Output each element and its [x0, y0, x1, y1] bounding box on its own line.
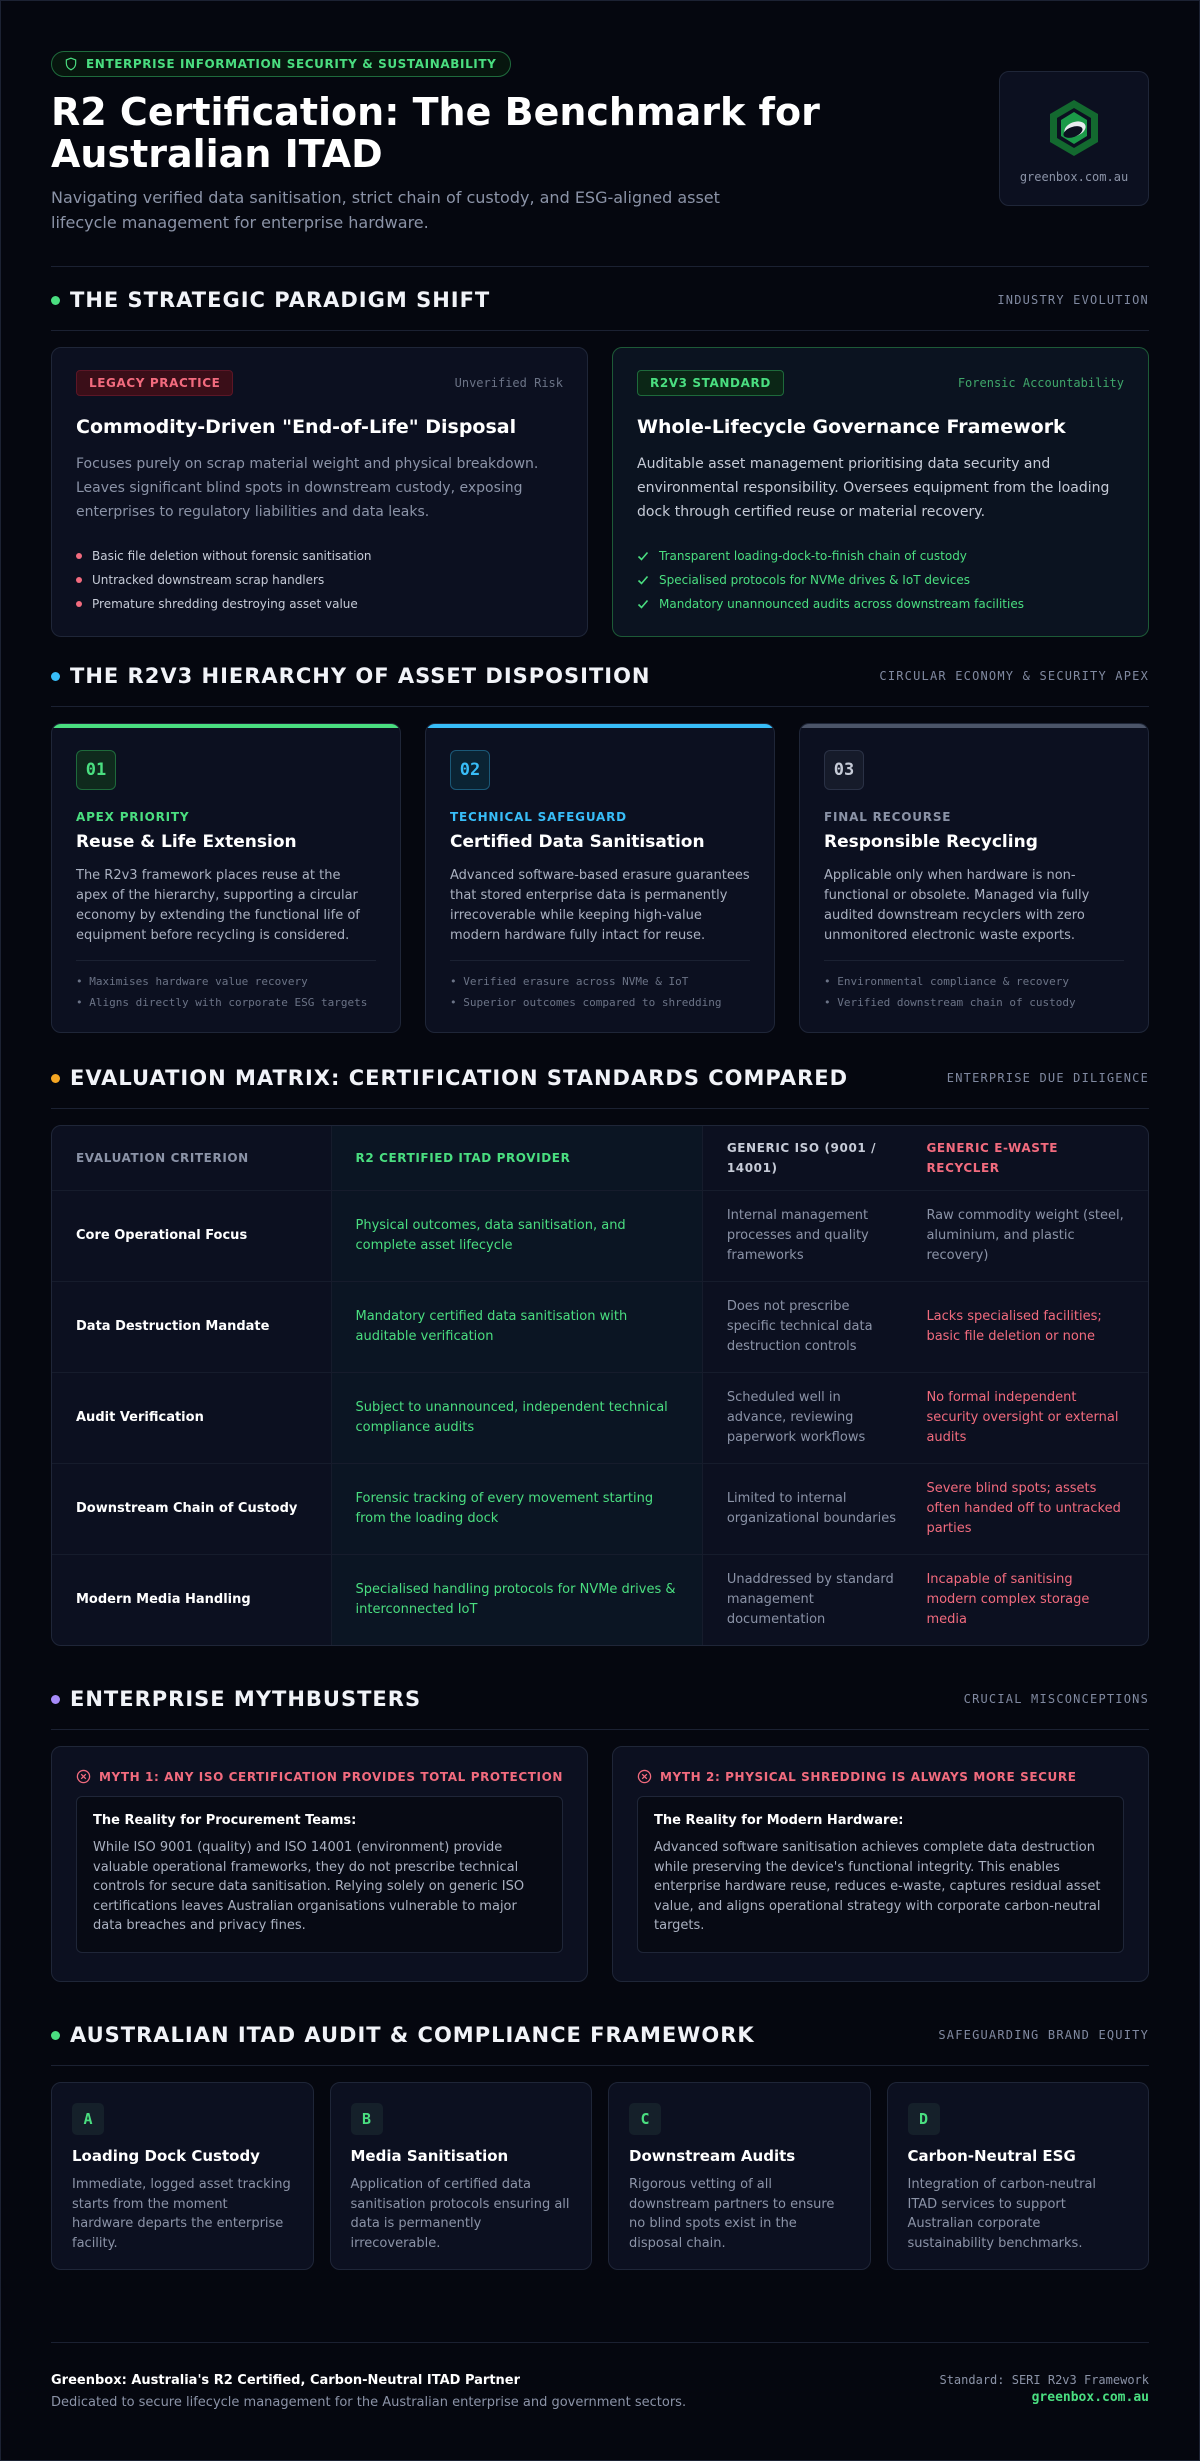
- audit-body: Immediate, logged asset tracking starts from the moment hardware departs the enterprise facility.: [72, 2177, 291, 2251]
- section-title-text: EVALUATION MATRIX: CERTIFICATION STANDARDS COMPARED: [70, 1066, 849, 1090]
- table-cell: Forensic tracking of every movement starting from the loading dock: [332, 1464, 703, 1554]
- table-cell: Limited to internal organizational boundaries: [726, 1491, 896, 1526]
- table-row: [52, 1372, 1148, 1463]
- r2-body: Auditable asset management prioritising data security and environmental responsibility. Oversees equipment from the loading dock through certified reuse or material recovery.: [637, 456, 1110, 520]
- section-tag: INDUSTRY EVOLUTION: [997, 293, 1149, 307]
- table-cell: Severe blind spots; assets often handed off to untracked parties: [926, 1481, 1121, 1536]
- audit-letter: A: [72, 2103, 104, 2135]
- hierarchy-card-sanitisation: [425, 723, 775, 1033]
- r2-note: Forensic Accountability: [957, 376, 1124, 390]
- column-header: EVALUATION CRITERION: [52, 1126, 332, 1190]
- column-header: GENERIC ISO (9001 / 14001): [726, 1141, 877, 1175]
- page-title: R2 Certification: The Benchmark for Australian ITAD: [51, 90, 820, 176]
- r2-heading: Whole-Lifecycle Governance Framework: [637, 416, 1066, 438]
- card-body: Applicable only when hardware is non-functional or obsolete. Managed via fully audited downstream recyclers with zero unmonitored electronic waste exports.: [824, 868, 1090, 943]
- list-item-text: Mandatory unannounced audits across downstream facilities: [659, 597, 1024, 611]
- hierarchy-card-reuse: [51, 723, 401, 1033]
- audit-body: Rigorous vetting of all downstream partners to ensure no blind spots exist in the disposal chain.: [629, 2177, 835, 2251]
- comparison-table: [51, 1125, 1149, 1646]
- footer: [51, 2342, 1149, 2410]
- audit-heading: Carbon-Neutral ESG: [907, 2147, 1076, 2165]
- card-heading: Certified Data Sanitisation: [450, 832, 705, 852]
- list-item: [76, 592, 563, 616]
- x-circle-icon: [637, 1769, 652, 1784]
- section-tag: SAFEGUARDING BRAND EQUITY: [938, 2028, 1149, 2042]
- header: [51, 1, 1149, 267]
- table-cell: Internal management processes and quality frameworks: [726, 1208, 869, 1263]
- reality-box: [637, 1796, 1124, 1953]
- audit-section: [51, 2002, 1149, 2270]
- section-title-text: THE R2V3 HIERARCHY OF ASSET DISPOSITION: [70, 664, 651, 688]
- table-cell: Incapable of sanitising modern complex storage media: [926, 1572, 1090, 1627]
- header-badge-text: ENTERPRISE INFORMATION SECURITY & SUSTAINABILITY: [86, 57, 497, 71]
- reality-body: Advanced software sanitisation achieves complete data destruction while preserving the device's functional integrity. This enables enterprise hardware reuse, reduces e-waste, captures residual asset value, and aligns operational strategy with corporate carbon-neutral targets.: [654, 1840, 1101, 1933]
- table-cell: Downstream Chain of Custody: [52, 1464, 332, 1554]
- status-dot: [51, 2031, 60, 2040]
- footer-description: Dedicated to secure lifecycle management for the Australian enterprise and government sectors.: [51, 2395, 687, 2410]
- page-subtitle: Navigating verified data sanitisation, strict chain of custody, and ESG-aligned asset lifecycle management for enterprise hardware.: [51, 188, 720, 232]
- step-number: 02: [450, 750, 490, 790]
- table-cell: Unaddressed by standard management documentation: [726, 1572, 894, 1627]
- audit-letter: B: [351, 2103, 383, 2135]
- audit-card: [608, 2082, 871, 2270]
- list-item: [637, 568, 1124, 592]
- list-item-text: Transparent loading-dock-to-finish chain of custody: [659, 549, 967, 563]
- myth-title: MYTH 2: PHYSICAL SHREDDING IS ALWAYS MORE SECURE: [660, 1769, 1077, 1784]
- list-item: [76, 568, 563, 592]
- section-title-text: THE STRATEGIC PARADIGM SHIFT: [70, 288, 491, 312]
- table-cell: Does not prescribe specific technical data destruction controls: [726, 1299, 873, 1354]
- table-cell: No formal independent security oversight or external audits: [926, 1390, 1119, 1445]
- step-number: 03: [824, 750, 864, 790]
- list-item: • Verified downstream chain of custody: [824, 996, 1076, 1009]
- logo-card[interactable]: [999, 71, 1149, 206]
- column-header: GENERIC E-WASTE RECYCLER: [926, 1141, 1059, 1175]
- list-item-text: Premature shredding destroying asset value: [92, 597, 358, 611]
- audit-body: Application of certified data sanitisation protocols ensuring all data is permanently irrecoverable.: [350, 2177, 570, 2251]
- myth-title: MYTH 1: ANY ISO CERTIFICATION PROVIDES TOTAL PROTECTION: [99, 1769, 564, 1784]
- legacy-pill: LEGACY PRACTICE: [76, 370, 233, 396]
- myth-card: [51, 1746, 588, 1982]
- status-dot: [51, 1074, 60, 1083]
- section-header: [51, 267, 1149, 347]
- section-title: [51, 1687, 421, 1711]
- check-icon: [637, 550, 649, 562]
- status-dot: [51, 672, 60, 681]
- reality-body: While ISO 9001 (quality) and ISO 14001 (environment) provide valuable operational frameworks, they do not prescribe technical controls for secure data sanitisation. Relying solely on generic ISO certifications leaves Australian organisations vulnerable to major data breaches and privacy fines.: [93, 1840, 525, 1933]
- section-title: [51, 1066, 848, 1090]
- bullet-icon: [76, 553, 82, 559]
- audit-heading: Downstream Audits: [629, 2147, 796, 2165]
- table-cell: Data Destruction Mandate: [52, 1282, 332, 1372]
- reality-heading: The Reality for Modern Hardware:: [654, 1813, 904, 1828]
- shield-icon: [64, 57, 78, 71]
- section-tag: CRUCIAL MISCONCEPTIONS: [963, 1692, 1149, 1706]
- list-item: [637, 592, 1124, 616]
- list-item: • Environmental compliance & recovery: [824, 975, 1070, 988]
- reality-heading: The Reality for Procurement Teams:: [93, 1813, 357, 1828]
- section-title-text: AUSTRALIAN ITAD AUDIT & COMPLIANCE FRAMEWORK: [70, 2023, 755, 2047]
- myth-card: [612, 1746, 1149, 1982]
- check-icon: [637, 574, 649, 586]
- hexagon-logo-icon: [1042, 96, 1106, 160]
- section-header: [51, 1666, 1149, 1746]
- hierarchy-card-recycling: [799, 723, 1149, 1033]
- bullet-icon: [76, 601, 82, 607]
- section-tag: CIRCULAR ECONOMY & SECURITY APEX: [879, 669, 1149, 683]
- check-icon: [637, 598, 649, 610]
- table-cell: Modern Media Handling: [52, 1555, 332, 1645]
- legacy-heading: Commodity-Driven "End-of-Life" Disposal: [76, 416, 517, 438]
- audit-heading: Loading Dock Custody: [72, 2147, 260, 2165]
- table-cell: Raw commodity weight (steel, aluminium, and plastic recovery): [926, 1208, 1124, 1263]
- table-cell: Core Operational Focus: [52, 1191, 332, 1281]
- list-item-text: Specialised protocols for NVMe drives & IoT devices: [659, 573, 971, 587]
- r2-pill: R2V3 STANDARD: [637, 370, 784, 396]
- footer-company: Greenbox: Australia's R2 Certified, Carbon-Neutral ITAD Partner: [51, 2373, 521, 2388]
- reality-box: [76, 1796, 563, 1953]
- audit-card: [330, 2082, 593, 2270]
- paradigm-section: [51, 267, 1149, 637]
- header-badge: [51, 51, 511, 77]
- table-cell: Specialised handling protocols for NVMe drives & interconnected IoT: [332, 1555, 703, 1645]
- x-circle-icon: [76, 1769, 91, 1784]
- table-cell: Subject to unannounced, independent technical compliance audits: [332, 1373, 703, 1463]
- list-item: • Verified erasure across NVMe & IoT: [450, 975, 689, 988]
- table-cell: Physical outcomes, data sanitisation, and complete asset lifecycle: [332, 1191, 703, 1281]
- card-body: Advanced software-based erasure guarantees that stored enterprise data is permanently irrecoverable while keeping high-value modern hardware fully intact for reuse.: [450, 868, 750, 943]
- list-item: [76, 544, 563, 568]
- footer-standard: Standard: SERI R2v3 Framework: [939, 2373, 1149, 2387]
- section-title: [51, 664, 651, 688]
- section-title: [51, 2023, 755, 2047]
- card-kicker: APEX PRIORITY: [76, 810, 190, 824]
- audit-card: [51, 2082, 314, 2270]
- audit-body: Integration of carbon-neutral ITAD services to support Australian corporate sustainability benchmarks.: [907, 2177, 1097, 2251]
- matrix-section: [51, 1045, 1149, 1646]
- audit-heading: Media Sanitisation: [350, 2147, 509, 2165]
- hierarchy-section: [51, 643, 1149, 1033]
- myths-section: [51, 1666, 1149, 1982]
- status-dot: [51, 1695, 60, 1704]
- table-cell: Mandatory certified data sanitisation with auditable verification: [332, 1282, 703, 1372]
- audit-card: [887, 2082, 1150, 2270]
- list-item: • Aligns directly with corporate ESG targets: [76, 996, 368, 1009]
- section-title-text: ENTERPRISE MYTHBUSTERS: [70, 1687, 422, 1711]
- card-heading: Responsible Recycling: [824, 832, 1038, 852]
- list-item-text: Basic file deletion without forensic sanitisation: [92, 549, 372, 563]
- logo-url: greenbox.com.au: [1019, 170, 1129, 184]
- legacy-note: Unverified Risk: [454, 376, 563, 390]
- table-cell: Audit Verification: [52, 1373, 332, 1463]
- status-dot: [51, 296, 60, 305]
- legacy-body: Focuses purely on scrap material weight and physical breakdown. Leaves significant blind spots in downstream custody, exposing enterprises to regulatory liabilities and data leaks.: [76, 456, 539, 520]
- section-header: [51, 2002, 1149, 2082]
- list-item: • Maximises hardware value recovery: [76, 975, 308, 988]
- column-header: R2 CERTIFIED ITAD PROVIDER: [332, 1126, 703, 1190]
- table-cell: Lacks specialised facilities; basic file deletion or none: [926, 1309, 1102, 1344]
- section-header: [51, 643, 1149, 723]
- list-item: [637, 544, 1124, 568]
- list-item: • Superior outcomes compared to shredding: [450, 996, 722, 1009]
- card-kicker: TECHNICAL SAFEGUARD: [450, 810, 627, 824]
- section-header: [51, 1045, 1149, 1125]
- list-item-text: Untracked downstream scrap handlers: [92, 573, 325, 587]
- table-row: [52, 1463, 1148, 1554]
- card-kicker: FINAL RECOURSE: [824, 810, 952, 824]
- section-tag: ENTERPRISE DUE DILIGENCE: [946, 1071, 1149, 1085]
- table-row: [52, 1281, 1148, 1372]
- section-title: [51, 288, 490, 312]
- card-body: The R2v3 framework places reuse at the apex of the hierarchy, supporting a circular economy by extending the functional life of equipment before recycling is considered.: [76, 868, 360, 943]
- audit-letter: C: [629, 2103, 661, 2135]
- step-number: 01: [76, 750, 116, 790]
- table-cell: Scheduled well in advance, reviewing paperwork workflows: [726, 1390, 866, 1445]
- table-row: [52, 1554, 1148, 1645]
- table-header-row: [52, 1126, 1148, 1190]
- r2-card: [612, 347, 1149, 637]
- table-row: [52, 1190, 1148, 1281]
- legacy-card: [51, 347, 588, 637]
- audit-letter: D: [908, 2103, 940, 2135]
- bullet-icon: [76, 577, 82, 583]
- card-heading: Reuse & Life Extension: [76, 832, 297, 852]
- footer-link[interactable]: greenbox.com.au: [1031, 2390, 1149, 2405]
